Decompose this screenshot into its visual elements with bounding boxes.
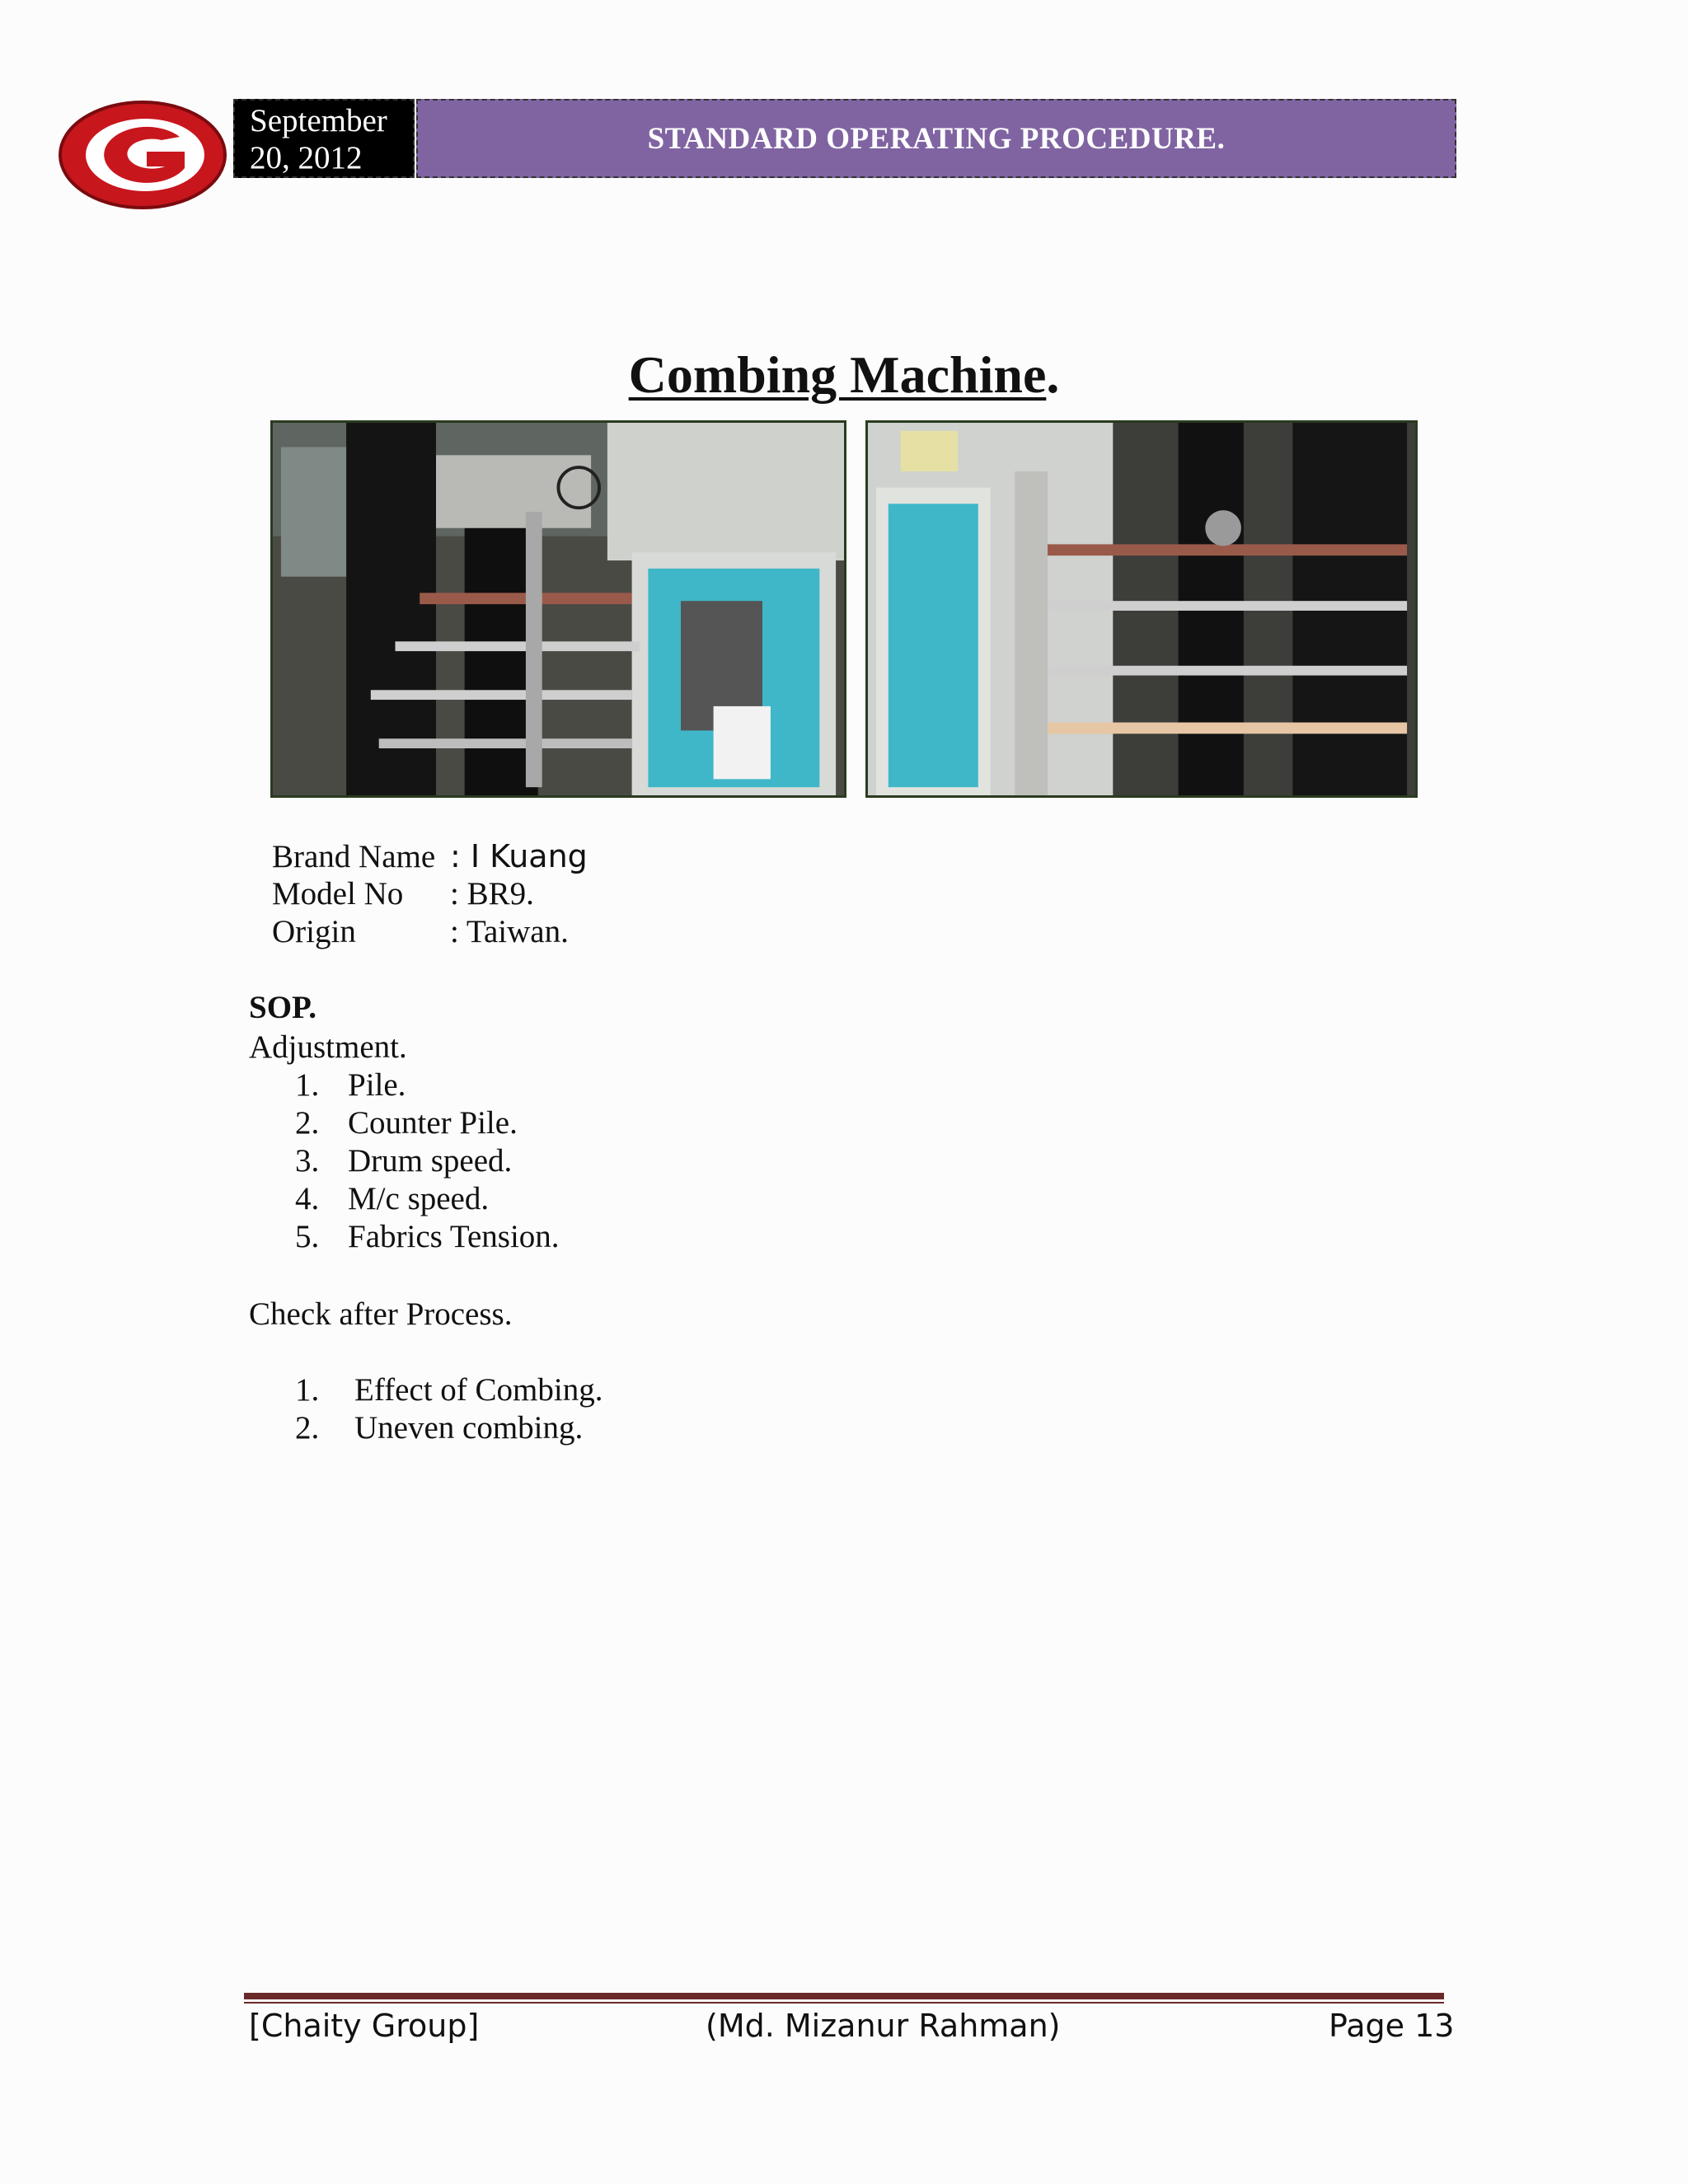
list-item: 2. Uneven combing.	[295, 1410, 584, 1446]
list-item-text: Drum speed.	[348, 1143, 513, 1179]
footer-left: [Chaity Group]	[249, 2008, 480, 2044]
list-item: 1. Pile.	[295, 1067, 406, 1103]
footer-rule	[244, 1993, 1444, 1999]
adjustment-list	[295, 1066, 560, 1256]
spec-value: : I Kuang	[450, 838, 588, 874]
footer-rule-thin	[244, 2002, 1444, 2004]
page-title	[0, 344, 1688, 405]
list-item: 4. M/c speed.	[295, 1181, 490, 1216]
spec-key: Origin	[272, 914, 356, 949]
page-title-text: Combing Machine	[628, 345, 1047, 404]
header-title: STANDARD OPERATING PROCEDURE.	[647, 121, 1226, 156]
spec-key: Brand Name	[272, 839, 436, 874]
machine-photo-left	[270, 420, 846, 798]
spec-value: : Taiwan.	[450, 914, 569, 949]
header-date: September 20, 2012	[233, 99, 415, 178]
company-logo	[56, 97, 229, 213]
list-item-text: M/c speed.	[348, 1181, 490, 1216]
footer-page-number: Page 13	[1329, 2008, 1455, 2044]
check-list	[295, 1371, 603, 1447]
list-item: 3. Drum speed.	[295, 1143, 513, 1179]
list-item-text: Counter Pile.	[348, 1105, 518, 1141]
adjustment-label: Adjustment.	[249, 1029, 407, 1065]
machine-photo-right	[865, 420, 1418, 798]
spec-key: Model No	[272, 876, 404, 912]
header-title-band	[416, 99, 1456, 178]
spec-row-origin	[272, 913, 569, 951]
sop-heading: SOP.	[249, 990, 317, 1025]
list-item-text: Fabrics Tension.	[348, 1219, 560, 1254]
list-item-text: Pile.	[348, 1067, 406, 1103]
list-item: 2. Counter Pile.	[295, 1105, 518, 1141]
check-after-label: Check after Process.	[249, 1296, 513, 1332]
list-item-text: Uneven combing.	[354, 1410, 584, 1446]
spec-value: : BR9.	[450, 876, 534, 912]
spec-row-brand	[272, 837, 588, 876]
spec-row-model	[272, 875, 534, 913]
page-title-period: .	[1046, 345, 1060, 404]
list-item: 5. Fabrics Tension.	[295, 1219, 560, 1254]
list-item: 1. Effect of Combing.	[295, 1372, 603, 1408]
list-item-text: Effect of Combing.	[354, 1372, 603, 1408]
footer-center: (Md. Mizanur Rahman)	[706, 2008, 1061, 2044]
